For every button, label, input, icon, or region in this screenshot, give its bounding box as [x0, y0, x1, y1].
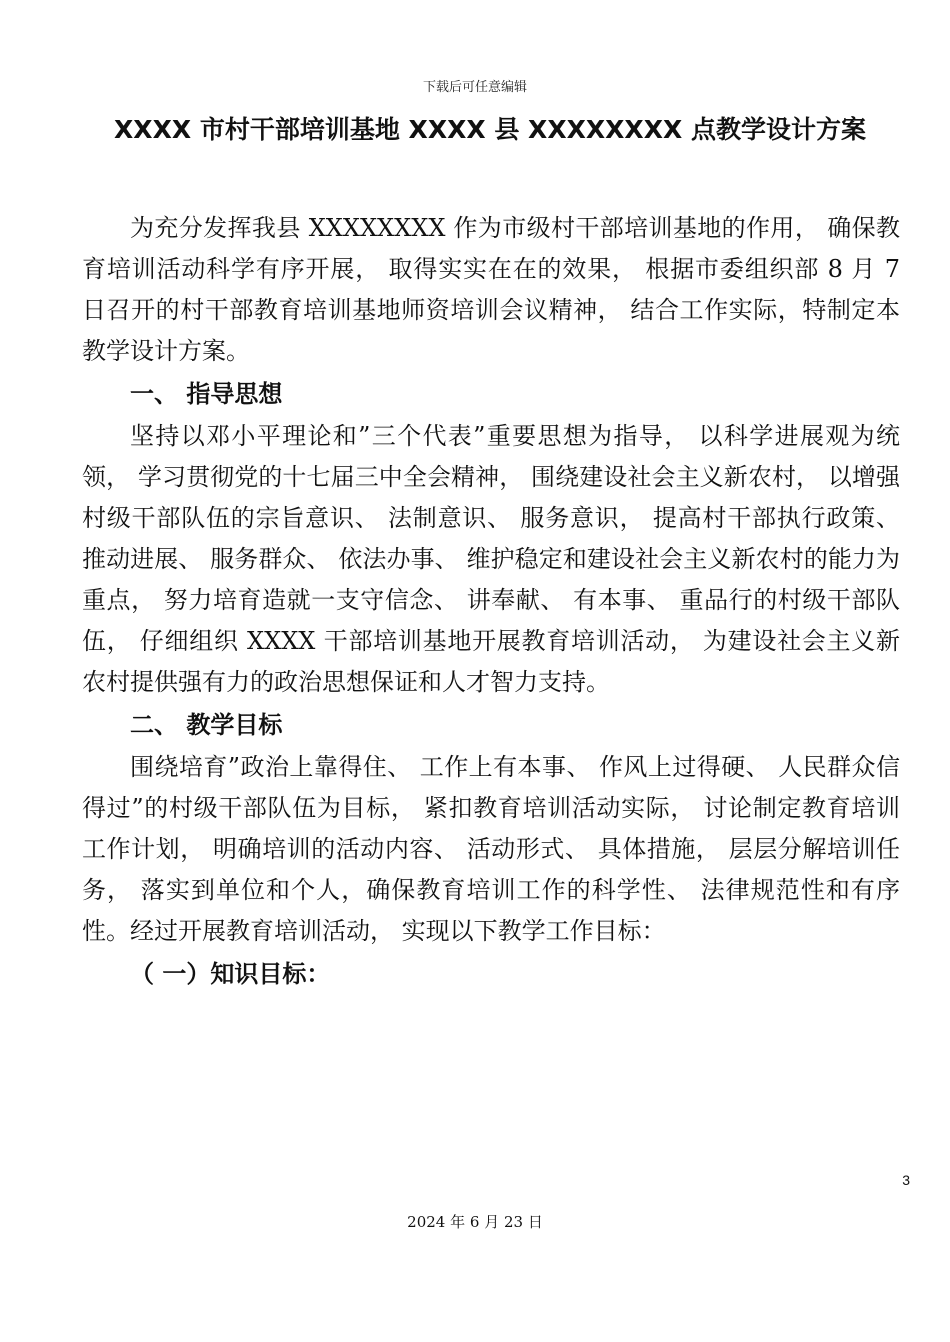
- footer-date: 2024 年 6 月 23 日: [407, 1213, 543, 1231]
- document-title: XXXX 市村干部培训基地 XXXX 县 XXXXXXXX 点教学设计方案: [114, 115, 866, 144]
- subsection-heading-knowledge-goals: （ 一）知识目标：: [130, 960, 331, 988]
- section-paragraph-teaching-goals: 围绕培育”政治上靠得住、 工作上有本事、 作风上过得硬、 人民群众信得过”的村级干部队伍为目标， 紧扣教育培训活动实际， 讨论制定教育培训工作计划， 明确培训的活动内容、 活动形式、 具体措施， 层层分解培训任务， 落实到单位和个人，确保教育培训工作的科学性、 法律规范性和有序性。经过开展教育培训活动， 实现以下教学工作目标：: [82, 753, 900, 945]
- section-heading-guiding-ideology: 一、 指导思想: [130, 380, 283, 408]
- header-note: 下载后可任意编辑: [422, 80, 527, 95]
- section-heading-teaching-goals: 二、 教学目标: [130, 711, 283, 739]
- document-body: [82, 208, 900, 996]
- page-number: 3: [902, 1172, 910, 1188]
- intro-paragraph: 为充分发挥我县 XXXXXXXX 作为市级村干部培训基地的作用， 确保教育培训活动科学有序开展， 取得实实在在的效果， 根据市委组织部 8 月 7 日召开的村干部教育培训基地师资培训会议精神， 结合工作实际，特制定本教学设计方案。: [82, 214, 900, 365]
- section-paragraph-guiding-ideology: 坚持以邓小平理论和”三个代表”重要思想为指导， 以科学进展观为统领， 学习贯彻党的十七届三中全会精神， 围绕建设社会主义新农村， 以增强村级干部队伍的宗旨意识、 法制意识、 服务意识， 提高村干部执行政策、 推动进展、 服务群众、 依法办事、 维护稳定和建设社会主义新农村的能力为重点， 努力培育造就一支守信念、 讲奉献、 有本事、 重品行的村级干部队伍， 仔细组织 XXXX 干部培训基地开展教育培训活动， 为建设社会主义新农村提供强有力的政治思想保证和人才智力支持。: [82, 422, 900, 696]
